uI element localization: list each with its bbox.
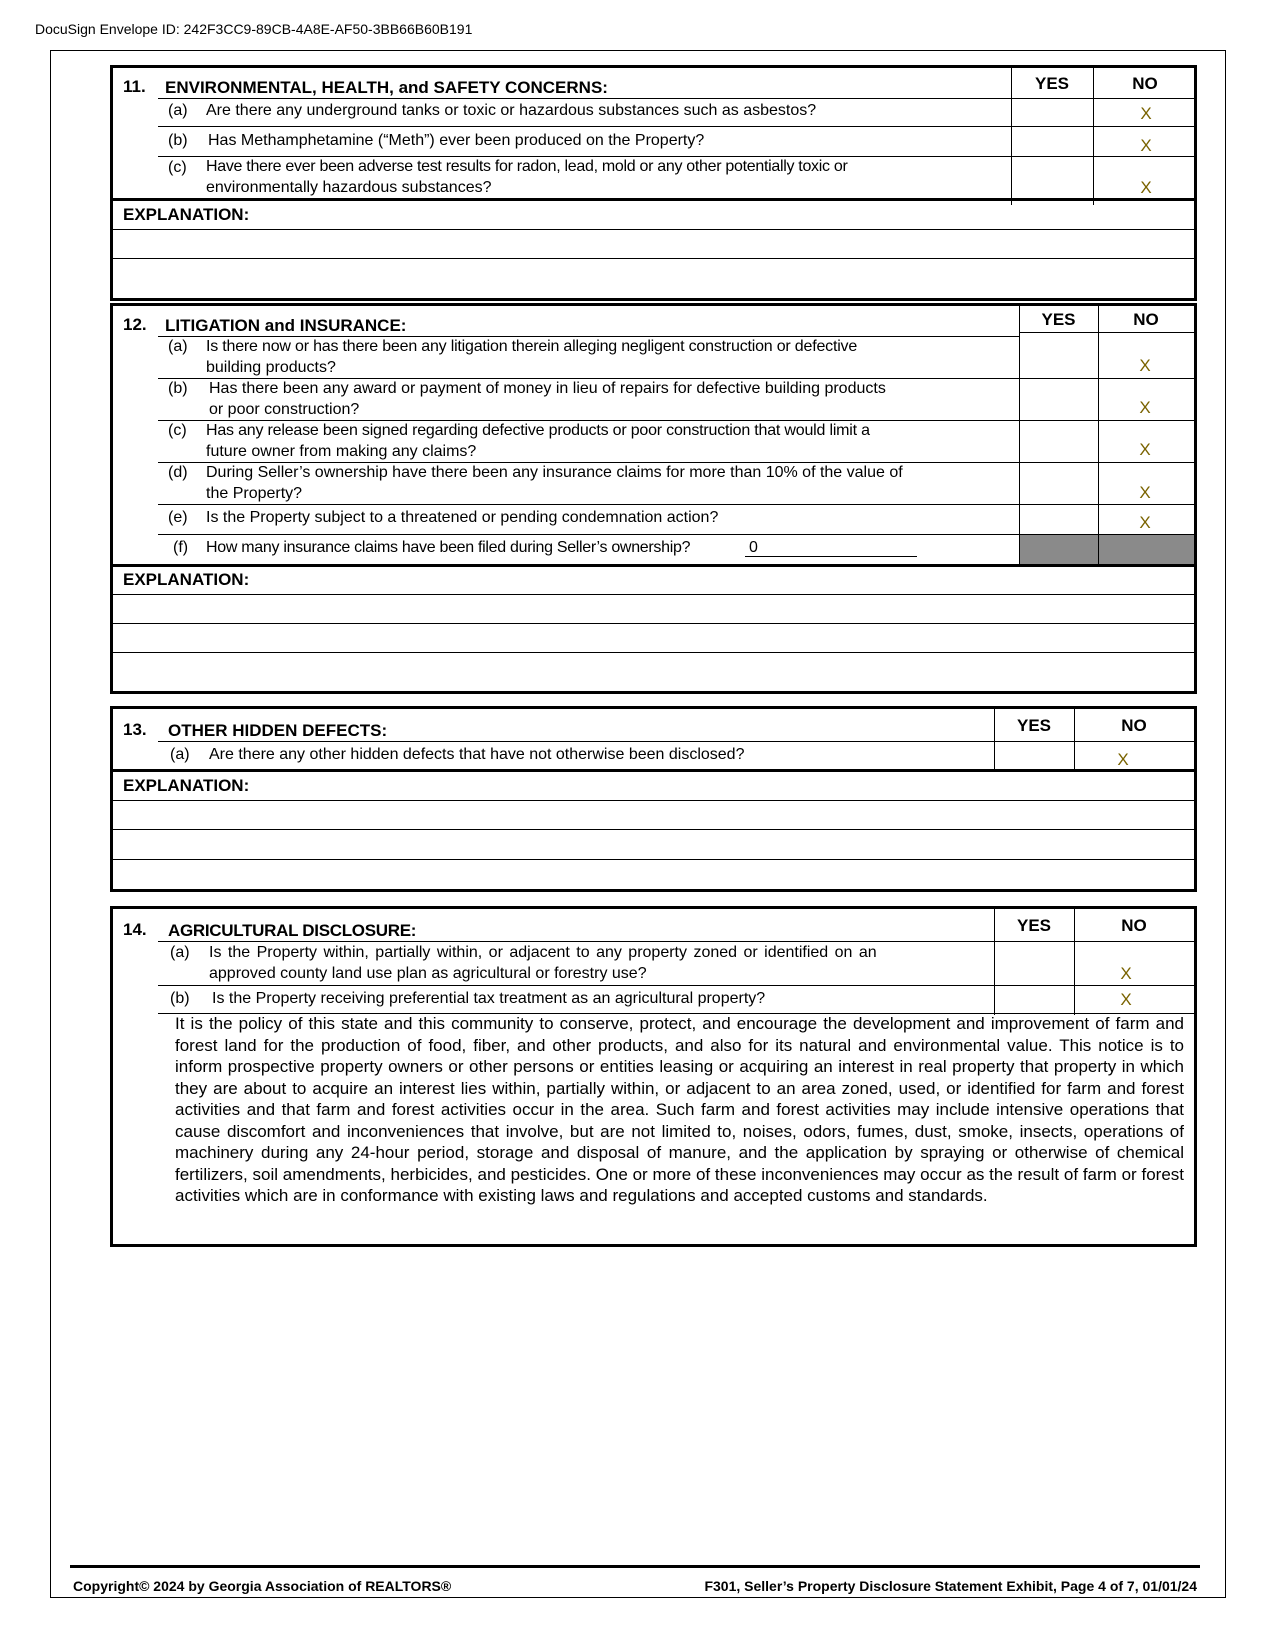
shaded-cell — [1020, 535, 1194, 565]
claims-count-value: 0 — [749, 539, 758, 556]
question-text: Is the Property subject to a threatened or pending condemnation action? — [206, 509, 719, 526]
question-text: Has there been any award or payment of money in lieu of repairs for defective building products — [209, 380, 886, 397]
no-checkbox-mark[interactable]: X — [1139, 398, 1151, 417]
section-number: 12. — [123, 315, 147, 334]
question-text: Are there any underground tanks or toxic or hazardous substances such as asbestos? — [206, 102, 817, 119]
no-checkbox-mark[interactable]: X — [1139, 513, 1151, 532]
question-text: Is there now or has there been any litigation therein alleging negligent construction or defective — [206, 338, 858, 355]
question-text: How many insurance claims have been filed during Seller’s ownership? — [206, 539, 691, 556]
question-text-cont: building products? — [206, 359, 336, 376]
section-number: 11. — [123, 77, 146, 96]
question-letter: (a) — [170, 746, 190, 763]
question-letter: (c) — [168, 159, 187, 176]
no-column-header: NO — [1121, 716, 1147, 735]
yes-column-header: YES — [1016, 916, 1052, 935]
section-13 — [110, 706, 1197, 892]
no-checkbox-mark[interactable]: X — [1120, 990, 1132, 1009]
question-letter: (f) — [173, 539, 189, 556]
footer-form-info: F301, Seller’s Property Disclosure Statement Exhibit, Page 4 of 7, 01/01/24 — [704, 1578, 1197, 1594]
section-number: 13. — [123, 720, 147, 739]
section-title: AGRICULTURAL DISCLOSURE: — [168, 921, 417, 940]
section-11 — [110, 65, 1197, 301]
question-text: Is the Property receiving preferential tax treatment as an agricultural property? — [212, 990, 766, 1007]
question-letter: (a) — [168, 102, 188, 119]
docusign-envelope-id: DocuSign Envelope ID: 242F3CC9-89CB-4A8E-AF50-3BB66B60B191 — [35, 21, 473, 37]
section-12 — [110, 303, 1197, 694]
no-checkbox-mark[interactable]: X — [1117, 750, 1129, 769]
footer-divider — [70, 1565, 1200, 1568]
question-text: Has any release been signed regarding defective products or poor construction that would limit a — [206, 422, 870, 439]
yes-column-header: YES — [1041, 310, 1076, 329]
agricultural-notice-text: It is the policy of this state and this community to conserve, protect, and encourage the development and improvement of farm and forest land for the production of food, fiber, and other products, and also for its natural and environmental value. This notice is to inform prospective property owners or other persons or entities leasing or acquiring an interest in real property that property in which they are about to acquire an interest lies within, partially within, or adjacent to an area zoned, used, or identified for farm and forest activities and that farm and forest activities occur in the area. Such farm and forest activities may include intensive operations that cause discomfort and inconveniences that involve, but are not limited to, noises, odors, fumes, dust, smoke, insects, operations of machinery during any 24-hour period, storage and disposal of manure, and the application by spraying or otherwise of chemical fertilizers, soil amendments, herbicides, and pesticides. One or more of these inconveniences may occur as the result of farm or forest activities which are in conformance with existing laws and regulations and accepted customs and standards. — [175, 1014, 1184, 1205]
no-checkbox-mark[interactable]: X — [1139, 440, 1151, 459]
yes-column-header: YES — [1016, 716, 1052, 735]
no-checkbox-mark[interactable]: X — [1140, 178, 1152, 197]
question-letter: (b) — [168, 380, 188, 397]
section-title: OTHER HIDDEN DEFECTS: — [168, 721, 388, 740]
question-letter: (d) — [168, 464, 188, 481]
question-text: Are there any other hidden defects that have not otherwise been disclosed? — [209, 746, 745, 763]
no-checkbox-mark[interactable]: X — [1139, 356, 1151, 375]
no-column-header: NO — [1121, 916, 1147, 935]
question-letter: (b) — [170, 990, 190, 1007]
section-number: 14. — [123, 920, 147, 939]
explanation-label: EXPLANATION: — [123, 776, 250, 795]
question-text: Is the Property within, partially within, or adjacent to any property zoned or identified on an — [209, 944, 877, 961]
question-letter: (b) — [168, 132, 188, 149]
claims-count-field[interactable] — [745, 537, 917, 557]
question-letter: (a) — [170, 944, 190, 961]
no-checkbox-mark[interactable]: X — [1140, 104, 1152, 123]
section-14 — [110, 906, 1197, 1247]
question-text-cont: future owner from making any claims? — [206, 443, 477, 460]
no-checkbox-mark[interactable]: X — [1139, 483, 1151, 502]
question-letter: (e) — [168, 509, 188, 526]
section-title: LITIGATION and INSURANCE: — [165, 316, 407, 335]
question-text-cont: or poor construction? — [209, 401, 360, 418]
no-checkbox-mark[interactable]: X — [1120, 964, 1132, 983]
explanation-label: EXPLANATION: — [123, 570, 250, 589]
question-text: Have there ever been adverse test results for radon, lead, mold or any other potentially toxic or — [206, 158, 848, 175]
question-text-cont: approved county land use plan as agricultural or forestry use? — [209, 965, 647, 982]
no-checkbox-mark[interactable]: X — [1140, 136, 1152, 155]
question-letter: (a) — [168, 338, 188, 355]
question-text-cont: environmentally hazardous substances? — [206, 179, 492, 196]
section-title: ENVIRONMENTAL, HEALTH, and SAFETY CONCERNS: — [165, 78, 608, 97]
question-letter: (c) — [168, 422, 187, 439]
no-column-header: NO — [1133, 310, 1159, 329]
footer-copyright: Copyright© 2024 by Georgia Association of REALTORS® — [73, 1578, 452, 1594]
yes-column-header: YES — [1034, 74, 1070, 93]
question-text-cont: the Property? — [206, 485, 303, 502]
no-column-header: NO — [1132, 74, 1158, 93]
question-text: During Seller’s ownership have there been any insurance claims for more than 10% of the value of — [206, 464, 903, 481]
question-text: Has Methamphetamine (“Meth”) ever been produced on the Property? — [208, 132, 705, 149]
explanation-label: EXPLANATION: — [123, 205, 250, 224]
